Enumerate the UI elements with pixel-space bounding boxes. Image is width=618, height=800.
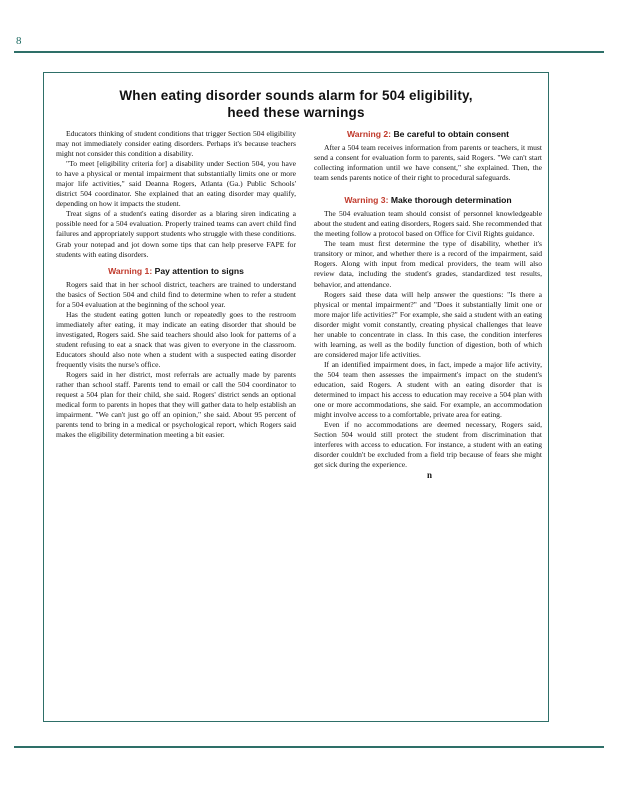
bottom-rule: [14, 746, 604, 748]
body-paragraph: The team must first determine the type of disability, whether it's transitory or minor, and whether there is a record of the impairment, said Rogers. Along with input from medical providers, the team will also review data, including the student's grades, standardized test results, behavior, and attendance.: [314, 239, 542, 289]
warning-2-heading: [314, 129, 542, 140]
body-paragraph: Rogers said in her district, most referrals are actually made by parents rather than school staff. Parents tend to email or call the 504 coordinator to request a 504 plan for their child, she said. Rogers' district sends an optional medical form to parents in hopes that they will gather data to help establish an impairment. "We can't just go off an opinion," she said. About 95 percent of parents tend to bring in a medical or psychological report, which Rogers said makes the eligibility determination meeting a bit easier.: [56, 370, 296, 440]
warning-1-label: Warning 1:: [108, 265, 153, 276]
warning-3-label: Warning 3:: [344, 195, 389, 206]
warning-3-heading: [314, 195, 542, 206]
body-paragraph: Has the student eating gotten lunch or repeatedly goes to the restroom immediately after eating, it may indicate an eating disorder that should be investigated, Rogers said. She said teachers should also look for patterns of a student refusing to eat a snack that was given to everyone in the classroom. Educators should also note when a student with a suspected eating disorder frequently visits the nurse's office.: [56, 309, 296, 369]
top-rule: [14, 51, 604, 53]
warning-2-label: Warning 2:: [346, 129, 392, 139]
warning-1-heading: [56, 266, 296, 277]
body-paragraph: Even if no accommodations are deemed necessary, Rogers said, Section 504 would still protect the student from discrimination that interferes with access to education. For instance, a student with an eating disorder couldn't be excluded from a field trip because of fears she might get sick during the experience.: [314, 420, 542, 470]
warning-3-title: Make thorough determination: [390, 195, 512, 206]
body-paragraph: After a 504 team receives information from parents or teachers, it must send a consent for evaluation form to parents, said Rogers. "We can't start collecting information until we have consent," she explained. Then, the team sends parents notice of their right to procedural safeguards.: [314, 143, 542, 183]
end-mark: n: [426, 470, 432, 481]
right-column: [314, 129, 542, 481]
warning-2-title: Be careful to obtain consent: [393, 129, 510, 139]
body-paragraph: Educators thinking of student conditions that trigger Section 504 eligibility may not immediately consider eating disorders. Perhaps it's because teachers might not consider this condition a disability.: [56, 129, 296, 159]
article-title: [44, 87, 548, 121]
title-line-1: When eating disorder sounds alarm for 504 eligibility,: [119, 88, 473, 103]
body-paragraph: If an identified impairment does, in fact, impede a major life activity, the 504 team then assesses the impairment's impact on the student's education, said Rogers. A student with an eating disorder that is determined to impact his access to education may receive a 504 plan with one or more accommodations, she said. For example, an accommodation might involve access to a comfortable, private area for eating.: [314, 359, 542, 420]
body-paragraph: The 504 evaluation team should consist of personnel knowledgeable about the student and eating disorders, Rogers said. She recommended that the meeting follow a protocol based on Office for Civil Rights guidance.: [314, 209, 542, 239]
title-line-2: heed these warnings: [227, 105, 365, 120]
body-paragraph: Rogers said that in her school district, teachers are trained to understand the basics of Section 504 and child find to determine when to refer a student for a 504 evaluation at the beginning of the school year.: [56, 279, 296, 309]
body-paragraph: "To meet [eligibility criteria for] a disability under Section 504, you have to have a physical or mental impairment that substantially limits one or more major life activities," said Deanna Rogers, Atlanta (Ga.) Public Schools' district 504 coordinator. She explained that an eating disorder may qualify, depending on how it impacts the student.: [56, 159, 296, 209]
warning-1-title: Pay attention to signs: [154, 265, 244, 276]
page-number: 8: [16, 35, 22, 47]
article-box: [43, 72, 549, 722]
body-paragraph: Rogers said these data will help answer the questions: "Is there a physical or mental impairment?" and "Does it substantially limit one or more major life activities?" For example, she said a student with an eating disorder might vomit constantly, creating physical challenges that leave her unable to concentrate in class. In this case, the condition interferes with learning, as well as the bodily function of digestion, both of which are considered major life activities.: [314, 289, 542, 359]
body-paragraph: Treat signs of a student's eating disorder as a blaring siren indicating a possible need for a 504 evaluation. Properly trained teams can avert child find failures and appropriately support students who struggle with these conditions. Grab your notepad and jot down some tips that can help preserve FAPE for students with eating disorders.: [56, 209, 296, 259]
left-column: [56, 129, 296, 440]
